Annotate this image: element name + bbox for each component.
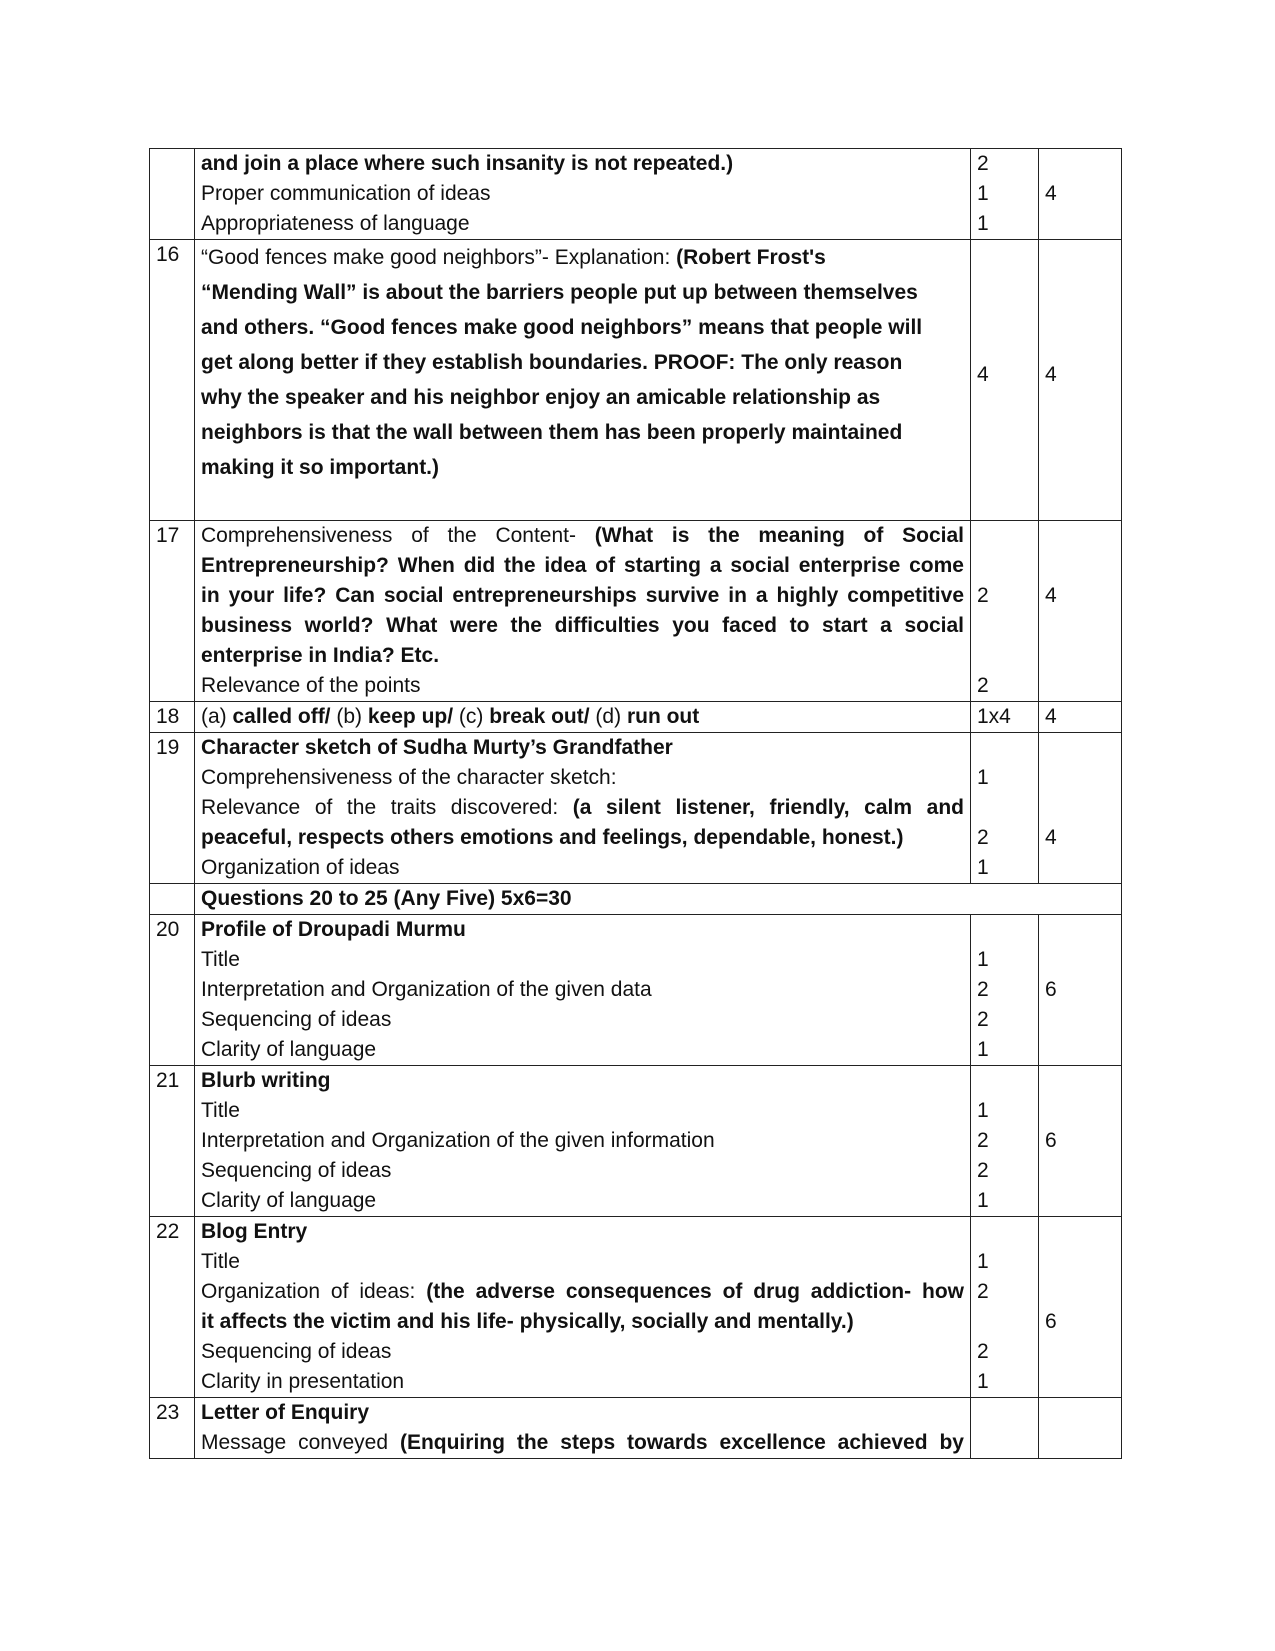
total-value	[1045, 149, 1115, 179]
value-point-line	[201, 671, 964, 701]
mark-value: 1	[977, 182, 989, 205]
answer-hint-text: why the speaker and his neighbor enjoy an amicable relationship as	[201, 386, 881, 409]
mark-value	[977, 300, 1032, 330]
marks-split	[971, 149, 1039, 240]
answer-hint-text: peaceful, respects others emotions and feelings, dependable, honest.)	[201, 826, 904, 849]
mark-value: 1	[977, 856, 989, 879]
total-marks	[1039, 521, 1122, 702]
mark-value	[977, 641, 1032, 671]
marks-split	[971, 733, 1039, 884]
value-points	[195, 915, 971, 1066]
value-point-line	[201, 1156, 964, 1186]
value-point-line	[201, 702, 964, 732]
marks-split	[971, 1398, 1039, 1459]
mark-value: 4	[977, 363, 989, 386]
question-number	[150, 884, 195, 915]
total-value	[1045, 763, 1115, 793]
marks-split	[971, 240, 1039, 521]
question-number: 22	[150, 1217, 195, 1398]
criterion-text: Interpretation and Organization of the given information	[201, 1129, 715, 1152]
criterion-text: Organization of ideas	[201, 856, 400, 879]
value-points	[195, 733, 971, 884]
total-marks	[1039, 915, 1122, 1066]
criterion-text: “Good fences make good neighbors”- Explanation:	[201, 246, 677, 269]
total-value	[1045, 330, 1115, 360]
mark-value: 2	[977, 584, 989, 607]
total-value	[1045, 1186, 1115, 1216]
answer-hint-text: (the adverse consequences of drug addiction- how	[426, 1280, 964, 1303]
criterion-text: Proper communication of ideas	[201, 182, 491, 205]
table-row	[150, 240, 1122, 521]
mark-value: 1x4	[977, 705, 1011, 728]
criterion-text: Comprehensiveness of the character sketch:	[201, 766, 617, 789]
total-value	[1045, 1277, 1115, 1307]
question-number	[150, 149, 195, 240]
criterion-text: Interpretation and Organization of the given data	[201, 978, 652, 1001]
criterion-text: (b)	[330, 705, 368, 728]
criterion-text: Title	[201, 948, 240, 971]
value-points	[195, 702, 971, 733]
mark-value: 2	[977, 1340, 989, 1363]
mark-value	[977, 1066, 1032, 1096]
criterion-text: (c)	[453, 705, 490, 728]
value-points	[195, 149, 971, 240]
mark-value: 2	[977, 152, 989, 175]
value-point-line	[201, 1126, 964, 1156]
criterion-text: Clarity of language	[201, 1189, 377, 1212]
total-value	[1045, 1337, 1115, 1367]
criterion-text: Title	[201, 1250, 240, 1273]
total-value: 4	[1045, 584, 1057, 607]
total-value	[1045, 945, 1115, 975]
value-point-line	[201, 641, 964, 671]
marking-scheme-table	[149, 148, 1122, 1459]
total-value	[1045, 551, 1115, 581]
criterion-text: Clarity in presentation	[201, 1370, 405, 1393]
value-point-line	[201, 521, 964, 551]
mark-value	[977, 915, 1032, 945]
value-points	[195, 521, 971, 702]
value-point-line	[201, 853, 964, 883]
criterion-text: Message conveyed	[201, 1431, 400, 1454]
value-point-line	[201, 240, 964, 275]
criterion-text: Appropriateness of language	[201, 212, 470, 235]
total-value	[1045, 671, 1115, 701]
total-marks	[1039, 1217, 1122, 1398]
answer-hint-text: neighbors is that the wall between them has been properly maintained	[201, 421, 903, 444]
answer-hint-text: run out	[626, 705, 700, 728]
answer-hint-text: Blog Entry	[201, 1220, 308, 1243]
value-point-line	[201, 581, 964, 611]
total-value: 4	[1045, 363, 1057, 386]
answer-hint-text: making it so important.)	[201, 456, 440, 479]
value-point-line	[201, 1247, 964, 1277]
mark-value: 2	[977, 826, 989, 849]
value-point-line	[201, 209, 964, 239]
value-point-line	[201, 149, 964, 179]
table-row	[150, 702, 1122, 733]
total-value: 4	[1045, 182, 1057, 205]
value-point-line	[201, 945, 964, 975]
value-point-line	[201, 345, 964, 380]
mark-value: 1	[977, 1038, 989, 1061]
total-value	[1045, 300, 1115, 330]
table-row	[150, 915, 1122, 1066]
total-value	[1045, 1398, 1115, 1428]
mark-value: 1	[977, 1370, 989, 1393]
value-point-line	[201, 1066, 964, 1096]
marks-split	[971, 1217, 1039, 1398]
total-value	[1045, 1217, 1115, 1247]
value-point-line	[201, 1277, 964, 1307]
answer-hint-text: keep up/	[367, 705, 454, 728]
question-number: 16	[150, 240, 195, 521]
value-point-line	[201, 1367, 964, 1397]
mark-value	[977, 733, 1032, 763]
question-number: 20	[150, 915, 195, 1066]
answer-hint-text: business world? What were the difficulties you faced to start a social	[201, 614, 964, 637]
total-value: 6	[1045, 1129, 1057, 1152]
answer-hint-text: it affects the victim and his life- physically, socially and mentally.)	[201, 1310, 854, 1333]
answer-hint-text: (Enquiring the steps towards excellence achieved by	[399, 1431, 964, 1454]
total-value	[1045, 853, 1115, 883]
value-point-line	[201, 1217, 964, 1247]
mark-value: 1	[977, 1250, 989, 1273]
answer-hint-text: Questions 20 to 25 (Any Five) 5x6=30	[201, 887, 572, 910]
criterion-text: Organization of ideas:	[201, 1280, 427, 1303]
total-value	[1045, 1247, 1115, 1277]
answer-hint-text: and join a place where such insanity is not repeated.)	[201, 152, 734, 175]
answer-hint-text: break out/	[489, 705, 590, 728]
table-row	[150, 1066, 1122, 1217]
total-value	[1045, 1367, 1115, 1397]
total-value: 6	[1045, 1310, 1057, 1333]
value-point-line	[201, 1307, 964, 1337]
marks-split	[971, 702, 1039, 733]
total-marks	[1039, 733, 1122, 884]
mark-value	[977, 240, 1032, 270]
total-value	[1045, 270, 1115, 300]
mark-value	[977, 793, 1032, 823]
mark-value	[977, 521, 1032, 551]
total-value: 6	[1045, 978, 1057, 1001]
value-point-line	[201, 915, 964, 945]
mark-value: 1	[977, 212, 989, 235]
total-marks	[1039, 1398, 1122, 1459]
value-point-line	[201, 485, 964, 520]
answer-hint-text: Letter of Enquiry	[201, 1401, 370, 1424]
mark-value: 1	[977, 1189, 989, 1212]
value-points	[195, 1066, 971, 1217]
answer-hint-text: enterprise in India? Etc.	[201, 644, 440, 667]
value-points	[195, 1398, 971, 1459]
value-point-line	[201, 1005, 964, 1035]
mark-value: 2	[977, 1159, 989, 1182]
question-number: 18	[150, 702, 195, 733]
value-point-line	[201, 415, 964, 450]
value-point-line	[201, 823, 964, 853]
criterion-text: (a)	[201, 705, 233, 728]
answer-hint-text: (a silent listener, friendly, calm and	[572, 796, 964, 819]
total-value	[1045, 209, 1115, 239]
criterion-text: Sequencing of ideas	[201, 1008, 392, 1031]
value-point-line	[201, 179, 964, 209]
answer-hint-text: (What is the meaning of Social	[594, 524, 964, 547]
answer-hint-text: (Robert Frost's	[676, 246, 826, 269]
question-number: 23	[150, 1398, 195, 1459]
criterion-text: Clarity of language	[201, 1038, 377, 1061]
total-value	[1045, 1096, 1115, 1126]
mark-value	[977, 270, 1032, 300]
value-points	[195, 1217, 971, 1398]
value-point-line	[201, 1035, 964, 1065]
value-point-line	[201, 1428, 964, 1458]
total-value: 4	[1045, 705, 1057, 728]
table-row	[150, 884, 1122, 915]
criterion-text: Comprehensiveness of the Content-	[201, 524, 595, 547]
marks-split	[971, 1066, 1039, 1217]
answer-hint-text: in your life? Can social entrepreneurships survive in a highly competitive	[201, 584, 964, 607]
mark-value	[977, 1428, 1032, 1458]
mark-value	[977, 330, 1032, 360]
total-marks	[1039, 149, 1122, 240]
value-point-line	[201, 1096, 964, 1126]
criterion-text: (d)	[589, 705, 627, 728]
value-point-line	[201, 275, 964, 310]
criterion-text: Relevance of the traits discovered:	[201, 796, 573, 819]
answer-hint-text: “Mending Wall” is about the barriers people put up between themselves	[201, 281, 918, 304]
mark-value: 2	[977, 1008, 989, 1031]
mark-value	[977, 611, 1032, 641]
answer-hint-text: Character sketch of Sudha Murty’s Grandfather	[201, 736, 673, 759]
total-value	[1045, 1035, 1115, 1065]
total-value	[1045, 521, 1115, 551]
table-row	[150, 1217, 1122, 1398]
question-number: 21	[150, 1066, 195, 1217]
value-point-line	[201, 450, 964, 485]
mark-value	[977, 1398, 1032, 1428]
total-value	[1045, 915, 1115, 945]
total-marks	[1039, 240, 1122, 521]
total-value	[1045, 793, 1115, 823]
mark-value	[977, 551, 1032, 581]
criterion-text: Sequencing of ideas	[201, 1340, 392, 1363]
value-point-line	[201, 975, 964, 1005]
total-value	[1045, 1428, 1115, 1458]
value-point-line	[201, 380, 964, 415]
total-marks	[1039, 702, 1122, 733]
total-value	[1045, 240, 1115, 270]
mark-value: 1	[977, 1099, 989, 1122]
table-row	[150, 1398, 1122, 1459]
marking-scheme-body	[150, 149, 1122, 1459]
answer-hint-text: Blurb writing	[201, 1069, 331, 1092]
mark-value: 1	[977, 948, 989, 971]
mark-value: 2	[977, 674, 989, 697]
total-value	[1045, 641, 1115, 671]
value-points	[195, 240, 971, 521]
question-number: 19	[150, 733, 195, 884]
table-row	[150, 149, 1122, 240]
value-point-line	[201, 551, 964, 581]
marks-split	[971, 521, 1039, 702]
total-value: 4	[1045, 826, 1057, 849]
total-value	[1045, 1156, 1115, 1186]
value-point-line	[201, 793, 964, 823]
mark-value	[977, 1307, 1032, 1337]
criterion-text: Relevance of the points	[201, 674, 421, 697]
answer-hint-text: get along better if they establish boundaries. PROOF: The only reason	[201, 351, 903, 374]
answer-hint-text: Entrepreneurship? When did the idea of starting a social enterprise come	[201, 554, 964, 577]
total-value	[1045, 733, 1115, 763]
total-value	[1045, 1066, 1115, 1096]
mark-value: 1	[977, 766, 989, 789]
criterion-text: Title	[201, 1099, 240, 1122]
value-points	[195, 884, 1122, 915]
value-point-line	[201, 1337, 964, 1367]
value-point-line	[201, 884, 1115, 914]
total-marks	[1039, 1066, 1122, 1217]
criterion-text: Sequencing of ideas	[201, 1159, 392, 1182]
table-row	[150, 733, 1122, 884]
value-point-line	[201, 310, 964, 345]
value-point-line	[201, 763, 964, 793]
question-number: 17	[150, 521, 195, 702]
mark-value: 2	[977, 978, 989, 1001]
mark-value: 2	[977, 1280, 989, 1303]
answer-hint-text: Profile of Droupadi Murmu	[201, 918, 466, 941]
marks-split	[971, 915, 1039, 1066]
value-point-line	[201, 611, 964, 641]
value-point-line	[201, 733, 964, 763]
total-value	[1045, 611, 1115, 641]
value-point-line	[201, 1186, 964, 1216]
mark-value	[977, 1217, 1032, 1247]
total-value	[1045, 1005, 1115, 1035]
mark-value: 2	[977, 1129, 989, 1152]
answer-hint-text: called off/	[232, 705, 331, 728]
table-row	[150, 521, 1122, 702]
answer-hint-text: and others. “Good fences make good neighbors” means that people will	[201, 316, 923, 339]
value-point-line	[201, 1398, 964, 1428]
